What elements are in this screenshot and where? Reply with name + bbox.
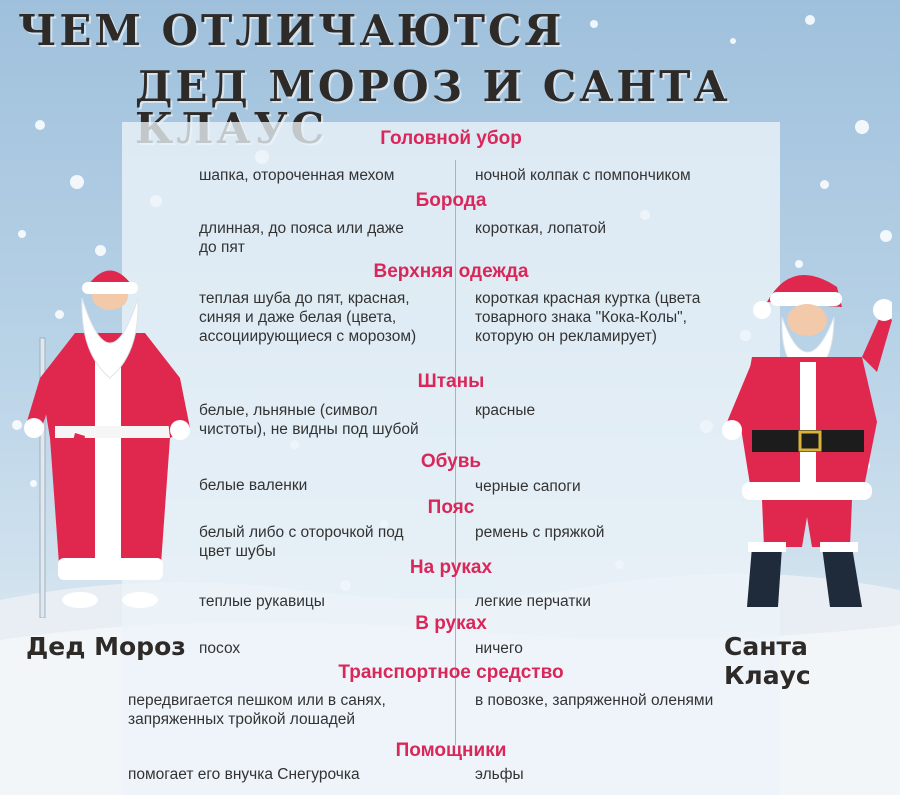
ded-moroz-beard: длинная, до пояса или даже до пят <box>199 220 404 256</box>
santa-belt: ремень с пряжкой <box>475 524 605 541</box>
ded-moroz-helpers: помогает его внучка Снегурочка <box>128 766 360 783</box>
santa-hands-wear: легкие перчатки <box>475 593 591 610</box>
category-pants: Штаны <box>417 371 485 392</box>
santa-beard: короткая, лопатой <box>475 220 607 237</box>
category-helpers: Помощники <box>395 740 507 761</box>
ded-moroz-name: Дед Мороз <box>26 632 186 661</box>
category-in-hands: В руках <box>415 613 487 634</box>
ded-moroz-belt: белый либо с оторочкой под цвет шубы <box>199 524 404 560</box>
category-beard: Борода <box>415 190 487 211</box>
santa-claus-name: Санта Клаус <box>724 632 811 690</box>
santa-outerwear: короткая красная куртка (цвета товарного знака "Кока-Колы", которую он рекламирует) <box>475 290 701 345</box>
ded-moroz-hands-wear: теплые рукавицы <box>199 593 325 610</box>
category-belt: Пояс <box>427 497 475 518</box>
title-line-2: ДЕД МОРОЗ И САНТА <box>135 62 731 111</box>
santa-transport: в повозке, запряженной оленями <box>475 692 714 709</box>
category-headwear: Головной убор <box>380 128 522 149</box>
santa-pants: красные <box>475 402 536 419</box>
ded-moroz-transport: передвигается пешком или в санях, запряженных тройкой лошадей <box>128 692 386 728</box>
category-footwear: Обувь <box>420 451 482 472</box>
category-hands-wear: На руках <box>409 557 493 578</box>
santa-in-hands: ничего <box>475 640 523 657</box>
ded-moroz-headwear: шапка, отороченная мехом <box>199 167 395 184</box>
category-transport: Транспортное средство <box>338 662 564 683</box>
santa-helpers: эльфы <box>475 766 524 783</box>
title-line-1: ЧЕМ ОТЛИЧАЮТСЯ <box>18 6 565 55</box>
santa-headwear: ночной колпак с помпончиком <box>475 167 691 184</box>
ded-moroz-outerwear: теплая шуба до пят, красная, синяя и даже белая (цвета, ассоциирующиеся с морозом) <box>199 290 417 345</box>
category-outerwear: Верхняя одежда <box>373 261 529 282</box>
ded-moroz-pants: белые, льняные (символ чистоты), не видны под шубой <box>199 402 419 438</box>
santa-footwear: черные сапоги <box>475 478 581 495</box>
ded-moroz-footwear: белые валенки <box>199 477 308 494</box>
ded-moroz-in-hands: посох <box>199 640 241 657</box>
